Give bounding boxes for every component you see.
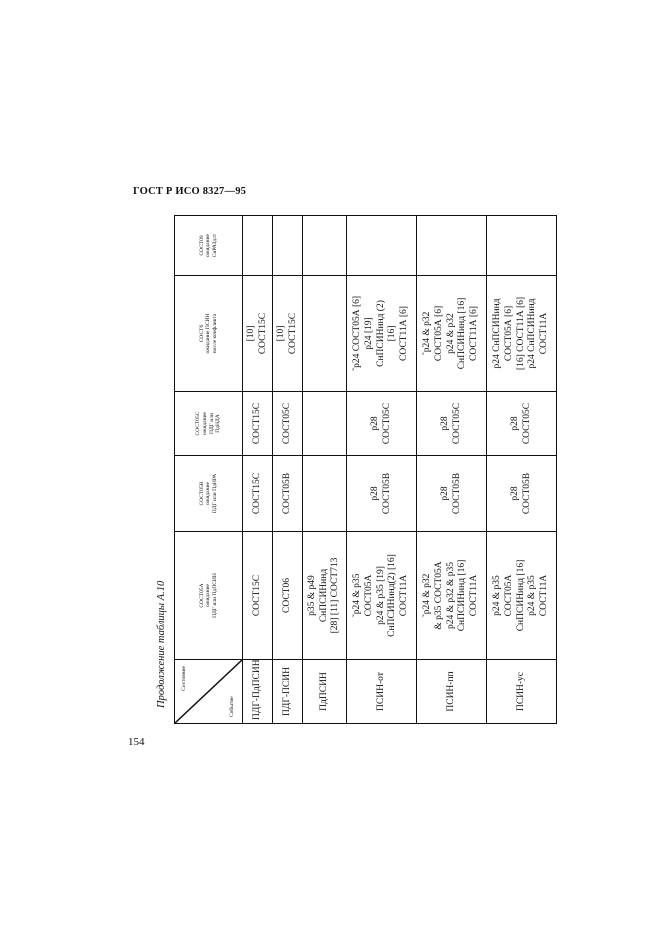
table-cell: СОСТ05С — [273, 392, 303, 456]
event-cell: ПдПСИН — [303, 660, 347, 724]
table-cell: СОСТ15С — [243, 532, 273, 660]
page-header: ГОСТ Р ИСО 8327—95 — [133, 186, 247, 197]
corner-state-label: Состояние — [181, 666, 187, 691]
table-caption: Продолжение таблицы А.10 — [156, 580, 167, 708]
table-cell — [303, 216, 347, 276]
table-row — [487, 216, 557, 724]
page-number: 154 — [128, 736, 145, 748]
column-header: СОСТ09 ожидание СнРАЗдлт — [175, 216, 243, 276]
table-cell: р28 СОСТ05В — [487, 456, 557, 532]
event-cell: ПДГ-ПСИН — [273, 660, 303, 724]
table-row — [303, 216, 347, 724]
state-table — [174, 215, 557, 724]
column-header: СОСТ6 ожидание ПСИН после конфликта — [175, 276, 243, 392]
table-cell: ˜р24 СОСТ05А [6] р24 [19] СнПСИНинд (2) [16] СОСТ11А [6] — [347, 276, 417, 392]
column-header: СОСТ05В ожидание ПДГ или ПдНРА — [175, 456, 243, 532]
table-cell: ˜р24 & р35 СОСТ05А р24 & р35 [19] СнПСИНинд(2) [16] СОСТ11А — [347, 532, 417, 660]
table-row — [273, 216, 303, 724]
table-cell: СОСТ15С — [243, 392, 273, 456]
table-cell: СОСТ15С — [243, 456, 273, 532]
table-cell: р28 СОСТ05В — [417, 456, 487, 532]
event-cell: ПСИН-от — [347, 660, 417, 724]
table-cell: р28 СОСТ05С — [417, 392, 487, 456]
corner-cell — [175, 660, 243, 724]
table-cell: р24 СнПСИНинд СОСТ05А [6] [16] СОСТ11А [6] р24 СнПСИНинд СОСТ11А — [487, 276, 557, 392]
table-cell — [303, 392, 347, 456]
table-cell: р24 & р35 СОСТ05А СнПСИНинд [16] р24 & р35 СОСТ11А — [487, 532, 557, 660]
table-cell — [303, 456, 347, 532]
table-row — [347, 216, 417, 724]
table-cell — [347, 216, 417, 276]
column-header: СОСТ05С ожидание ПДГ или ПдНДА — [175, 392, 243, 456]
rotated-table-container — [174, 216, 550, 724]
table-cell — [273, 216, 303, 276]
table-cell: [10] СОСТ15С — [273, 276, 303, 392]
table-row — [417, 216, 487, 724]
corner-event-label: Событие — [229, 696, 236, 717]
table-cell: ˜р24 & р32 & р35 СОСТ05А р24 & р32 & р35 СнПСИНинд [16] СОСТ11А — [417, 532, 487, 660]
table-cell — [243, 216, 273, 276]
event-cell: ПСИН-ус — [487, 660, 557, 724]
table-cell: ˜р24 & р32 СОСТ05А [6] р24 & р32 СнПСИНинд [16] СОСТ11А [6] — [417, 276, 487, 392]
event-cell: ПДГ-ПдПСИН — [243, 660, 273, 724]
column-header: СОСТ05А ожидание ПДГ или ПдПСИН — [175, 532, 243, 660]
table-cell: [10] СОСТ15С — [243, 276, 273, 392]
table-cell — [417, 216, 487, 276]
table-cell — [303, 276, 347, 392]
table-cell: р28 СОСТ05С — [487, 392, 557, 456]
table-row — [243, 216, 273, 724]
table-cell: СОСТ06 — [273, 532, 303, 660]
table-cell — [487, 216, 557, 276]
table-cell: СОСТ05В — [273, 456, 303, 532]
table-cell: р35 & р49 СнПСИНинд [28] [11] СОСТ713 — [303, 532, 347, 660]
table-cell: р28 СОСТ05С — [347, 392, 417, 456]
table-cell: р28 СОСТ05В — [347, 456, 417, 532]
event-cell: ПСИН-пп — [417, 660, 487, 724]
